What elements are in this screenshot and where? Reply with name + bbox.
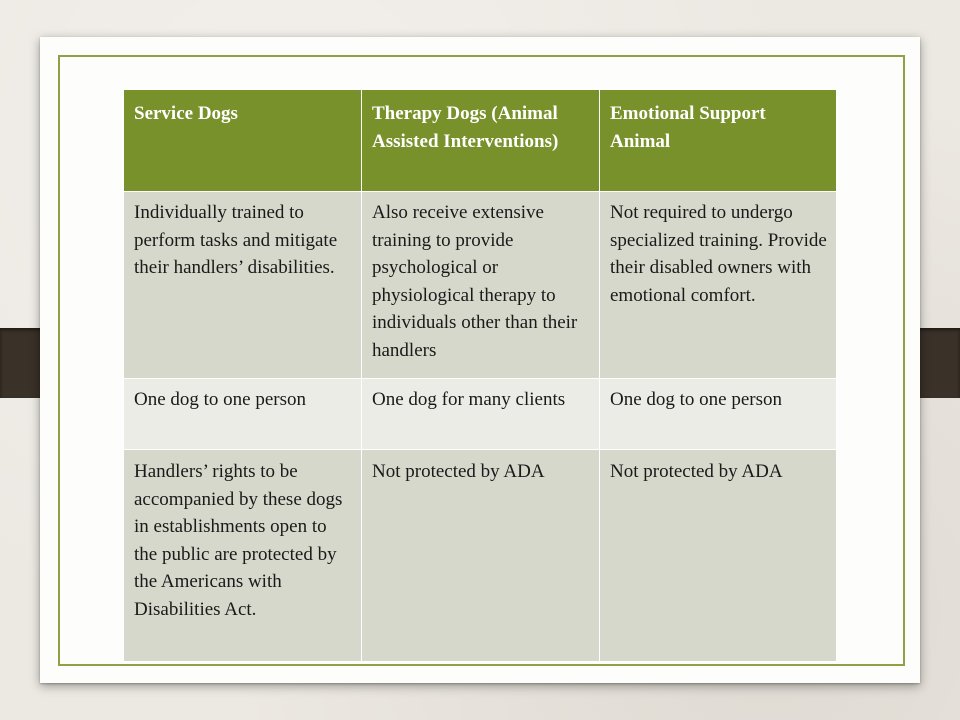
table-cell: Not required to undergo specialized training. Provide their disabled owners with emotional comfort. <box>600 192 837 379</box>
header-therapy-dogs: Therapy Dogs (Animal Assisted Interventions) <box>362 90 600 192</box>
table-cell: Handlers’ rights to be accompanied by these dogs in establishments open to the public are protected by the Americans with Disabilities Act. <box>124 450 362 662</box>
slide-card <box>40 37 920 683</box>
header-service-dogs: Service Dogs <box>124 90 362 192</box>
table-row <box>124 450 837 662</box>
table-cell: Not protected by ADA <box>362 450 600 662</box>
table-row <box>124 192 837 379</box>
table-cell: Individually trained to perform tasks and mitigate their handlers’ disabilities. <box>124 192 362 379</box>
table-cell: One dog for many clients <box>362 379 600 450</box>
table-row <box>124 379 837 450</box>
table-header-row <box>124 90 837 192</box>
table-cell: One dog to one person <box>124 379 362 450</box>
table-cell: Not protected by ADA <box>600 450 837 662</box>
table-cell: One dog to one person <box>600 379 837 450</box>
table-cell: Also receive extensive training to provide psychological or physiological therapy to individuals other than their handlers <box>362 192 600 379</box>
header-emotional-support: Emotional Support Animal <box>600 90 837 192</box>
comparison-table <box>123 89 837 662</box>
